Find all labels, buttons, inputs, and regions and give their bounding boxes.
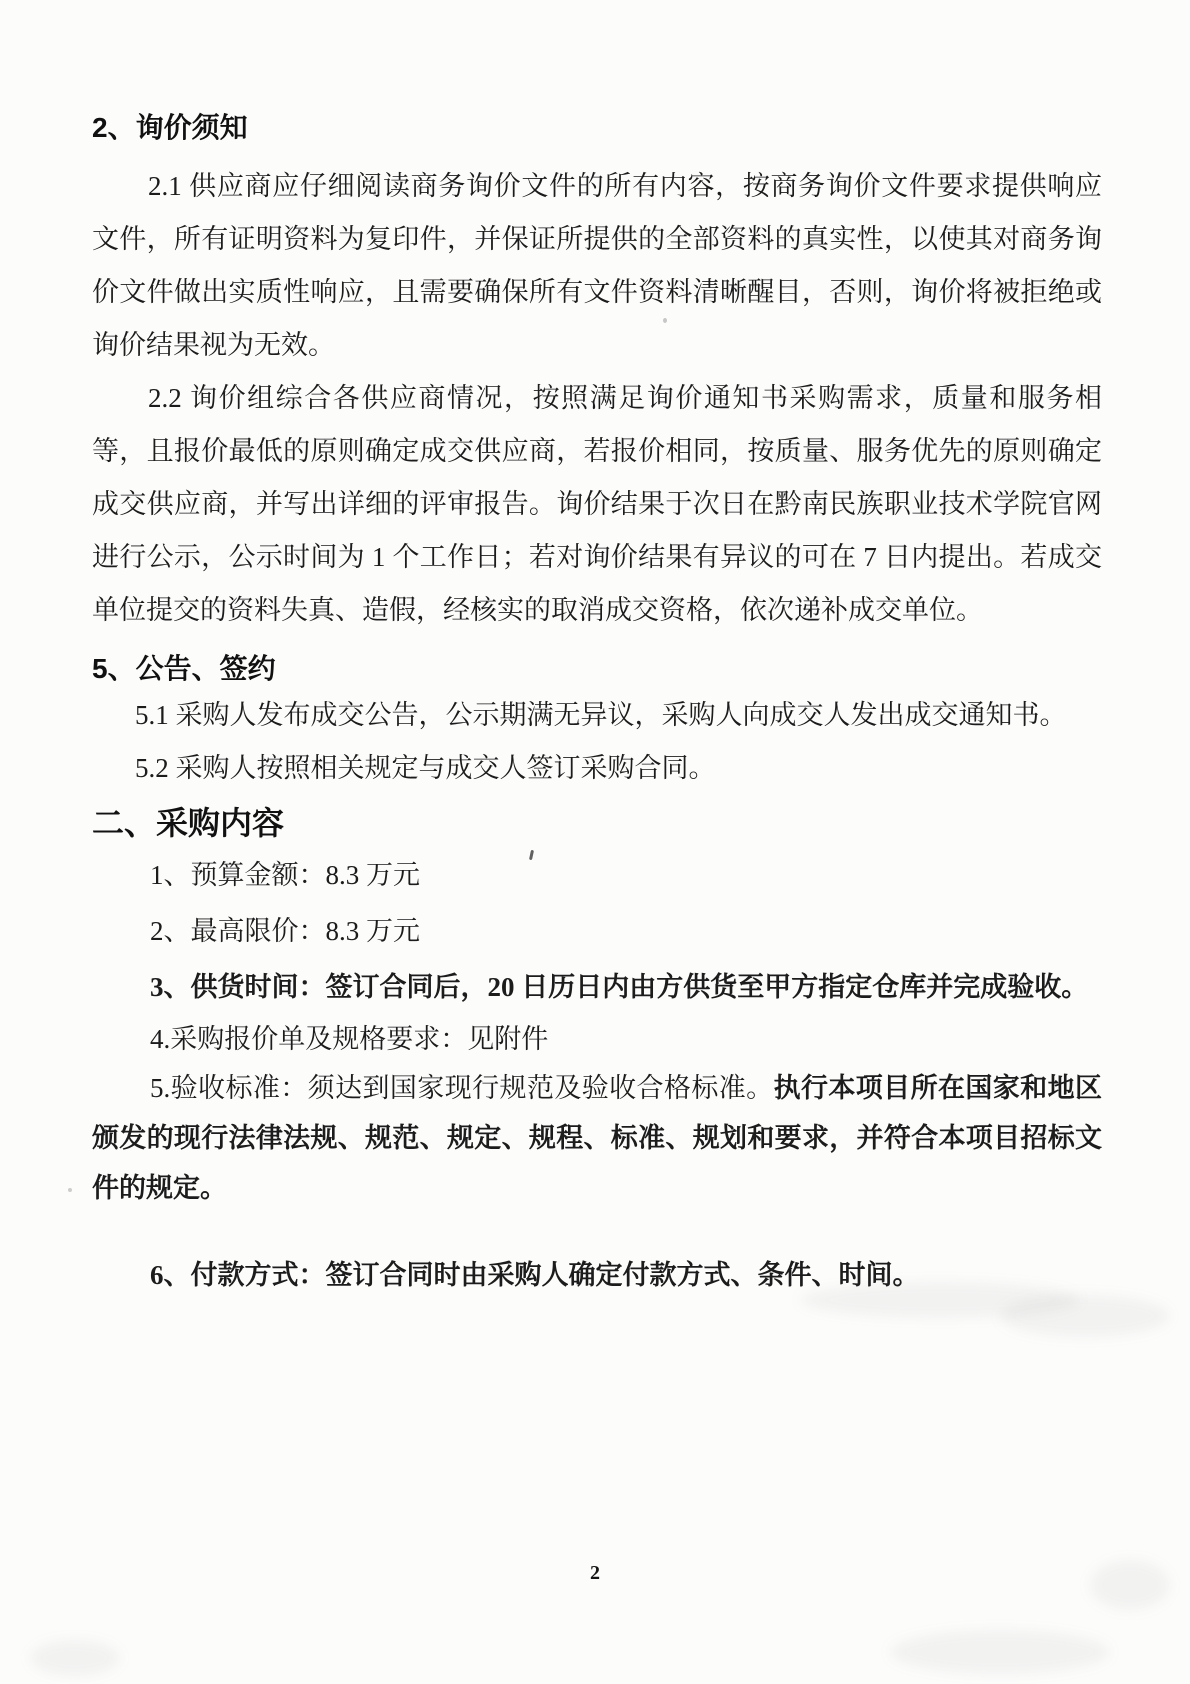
scan-smudge [890,1630,1110,1674]
scan-speck [68,1188,72,1192]
list-item-delivery-time: 3、供货时间：签订合同后，20 日历日内由方供货至甲方指定仓库并完成验收。 [150,972,1089,1002]
document-content [92,108,1102,1303]
section-heading-procurement-content: 二、采购内容 [92,805,285,841]
paragraph-2-2: 2.2 询价组综合各供应商情况，按照满足询价通知书采购需求，质量和服务相等，且报价最低的原则确定成交供应商，若报价相同，按质量、服务优先的原则确定成交供应商，并写出详细的评审报告。询价结果于次日在黔南民族职业技术学院官网进行公示，公示时间为 1 个工作日；若对询价结果有异议的可在 7 日内提出。若成交单位提交的资料失真、造假，经核实的取消成交资格，依次递补成交单位。 [92,383,1102,625]
list-item-max-price: 2、最高限价：8.3 万元 [150,916,420,946]
scan-smudge [1000,1295,1170,1337]
scan-smudge [30,1640,120,1676]
paragraph-2-1: 2.1 供应商应仔细阅读商务询价文件的所有内容，按商务询价文件要求提供响应文件，所有证明资料为复印件，并保证所提供的全部资料的真实性，以使其对商务询价文件做出实质性响应，且需要确保所有文件资料清晰醒目，否则，询价将被拒绝或询价结果视为无效。 [92,171,1102,360]
section-heading-announcement-signing: 5、公告、签约 [92,653,276,684]
list-item-payment-method: 6、付款方式：签订合同时由采购人确定付款方式、条件、时间。 [150,1260,920,1290]
acceptance-standard-text: 5.验收标准：须达到国家现行规范及验收合格标准。 [150,1073,774,1103]
list-item-acceptance-standard [92,1063,1102,1213]
list-item-budget-amount: 1、预算金额：8.3 万元 [150,860,420,890]
acceptance-standard-bold-text: 执行本项目所在国家和地区颁发的现行法律法规、规范、规定、规程、标准、规划和要求，并符合本项目招标文件的规定。 [92,1073,1103,1203]
paragraph-5-2: 5.2 采购人按照相关规定与成交人签订采购合同。 [135,753,716,783]
section-heading-inquiry-notice: 2、询价须知 [92,112,248,143]
list-item-quotation-spec: 4.采购报价单及规格要求：见附件 [150,1024,549,1054]
scan-smudge [1090,1560,1170,1610]
page-number: 2 [590,1562,600,1584]
scan-speck [663,318,667,323]
paragraph-5-1: 5.1 采购人发布成交公告，公示期满无异议，采购人向成交人发出成交通知书。 [135,700,1067,730]
